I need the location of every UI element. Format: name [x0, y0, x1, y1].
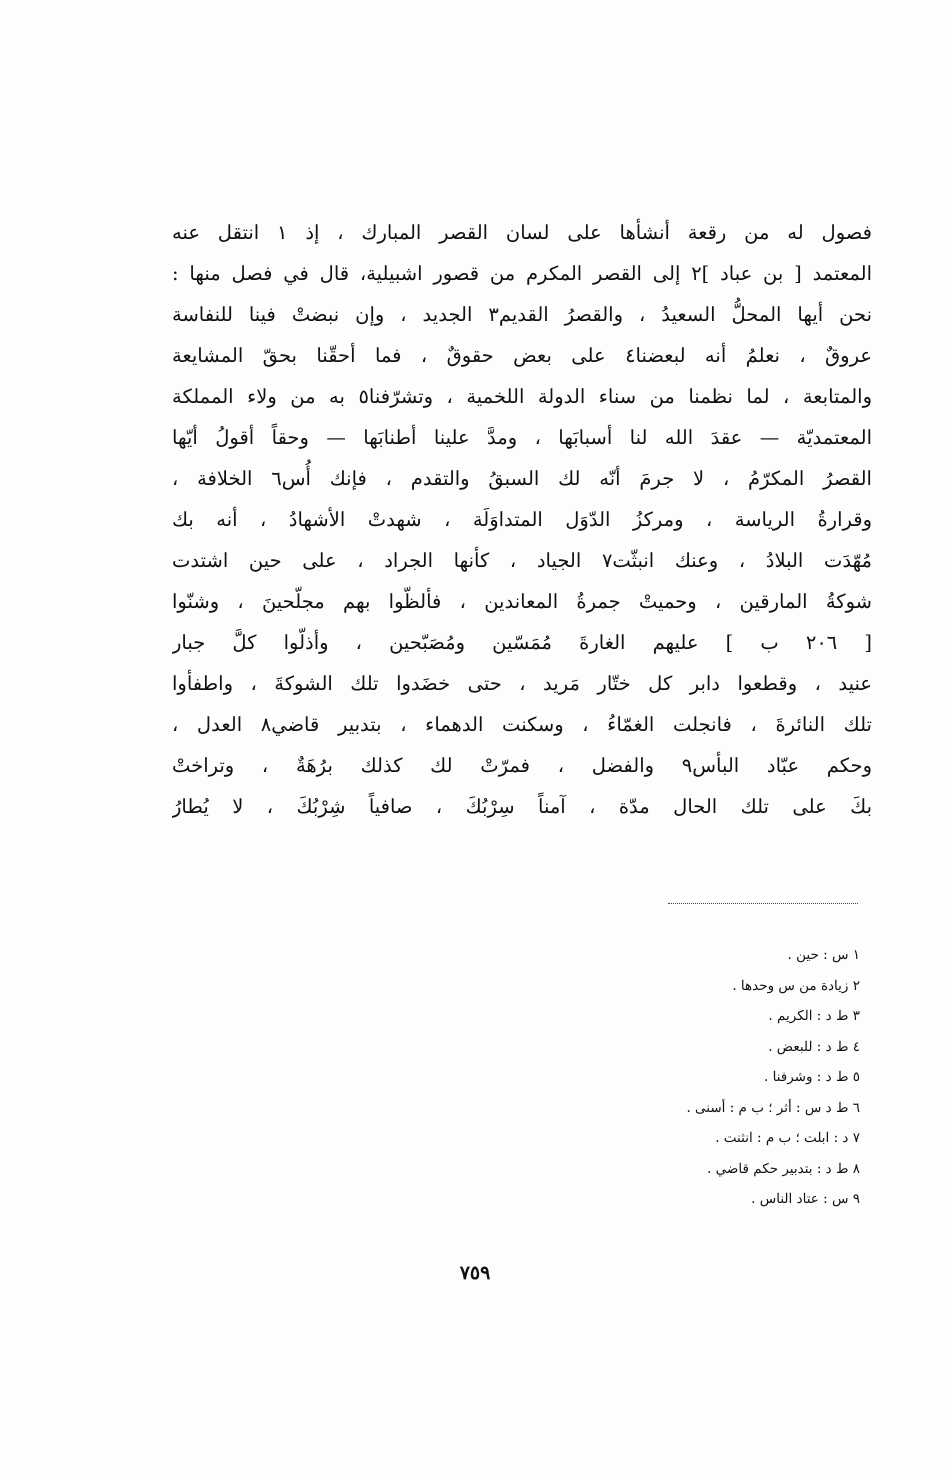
footnote: ٩ س : عتاد الناس . [751, 1191, 860, 1207]
main-text-block [172, 212, 872, 827]
footnote: ٢ زيادة من س وحدها . [732, 977, 860, 994]
text-line: مُهّدَت البلادُ ، وعنك انبثّت٧ الجياد ، كأنها الجراد ، على حين اشتدت [172, 549, 872, 572]
text-line: بكَ على تلك الحال مدّة ، آمناً سِرْبُكَ ، صافياً شِرْبُكَ ، لا يُطارُ [172, 795, 872, 818]
text-line: تلك النائرةَ ، فانجلت الغمّاءُ ، وسكنت الدهماء ، بتدبير قاضي٨ العدل ، [172, 713, 872, 736]
footnote: ١ س : حين . [787, 947, 860, 963]
text-line: المعتمد [ بن عباد ]٢ إلى القصر المكرم من قصور اشبيلية، قال في فصل منها : [172, 262, 872, 285]
text-line: عروقٌ ، نعلمُ أنه لبعضنا٤ على بعض حقوقٌ ، فما أحقّنا بحقّ المشايعة [172, 344, 872, 367]
text-line: فصول له من رقعة أنشأها على لسان القصر المبارك ، إذ ١ انتقل عنه [172, 221, 872, 244]
footnote-separator [668, 903, 858, 904]
text-line: وحكم عبّاد البأس٩ والفضل ، فمرّتْ لك كذلك برُهَةٌ ، وتراختْ [172, 754, 872, 777]
footnote: ٧ د : ابلت ؛ ب م : انثنت . [715, 1130, 860, 1146]
footnote: ٥ ط د : وشرفنا . [764, 1069, 860, 1085]
text-line: وقرارةُ الرياسة ، ومركزُ الدّوَل المتداوَلَة ، شهدتْ الأشهادُ ، أنه بك [172, 508, 872, 531]
text-line: المعتمديّة — عقدَ الله لنا أسبابَها ، ومدَّ علينا أطنابَها — وحقاً أقولُ أيّها [172, 426, 872, 449]
footnote: ٣ ط د : الكريم . [768, 1008, 860, 1024]
text-line: شوكةُ المارقين ، وحميتْ جمرةُ المعاندين ، فألظّوا بهم مجلّحينَ ، وشنّوا [172, 590, 872, 613]
footnotes-list [500, 940, 860, 1215]
text-line: نحن أيها المحلُّ السعيدُ ، والقصرُ القديم٣ الجديد ، وإن نبضتْ فينا للنفاسة [172, 303, 872, 326]
text-line: القصرُ المكرّمُ ، لا جرمَ أنّه لك السبقُ والتقدم ، فإنك أُس٦ الخلافة ، [172, 467, 872, 490]
footnote: ٤ ط د : للبعض . [768, 1038, 860, 1055]
page-number: ٧٥٩ [459, 1262, 491, 1284]
footnote: ٦ ط د س : أثر ؛ ب م : أسنى . [686, 1099, 860, 1116]
footnote: ٨ ط د : بتدبير حكم قاضي . [707, 1160, 860, 1177]
text-line: عنيد ، وقطعوا دابر كل ختّار مَريد ، حتى خضَدوا تلك الشوكةَ ، واطفأوا [172, 672, 872, 695]
text-line: والمتابعة ، لما نظمنا من سناء الدولة اللخمية ، وتشرّفنا٥ به من ولاء المملكة [172, 385, 872, 408]
text-line: [ ٢٠٦ ب ] عليهم الغارةَ مُمَسّين ومُصَبّحين ، وأذلّوا كلَّ جبار [172, 631, 872, 654]
